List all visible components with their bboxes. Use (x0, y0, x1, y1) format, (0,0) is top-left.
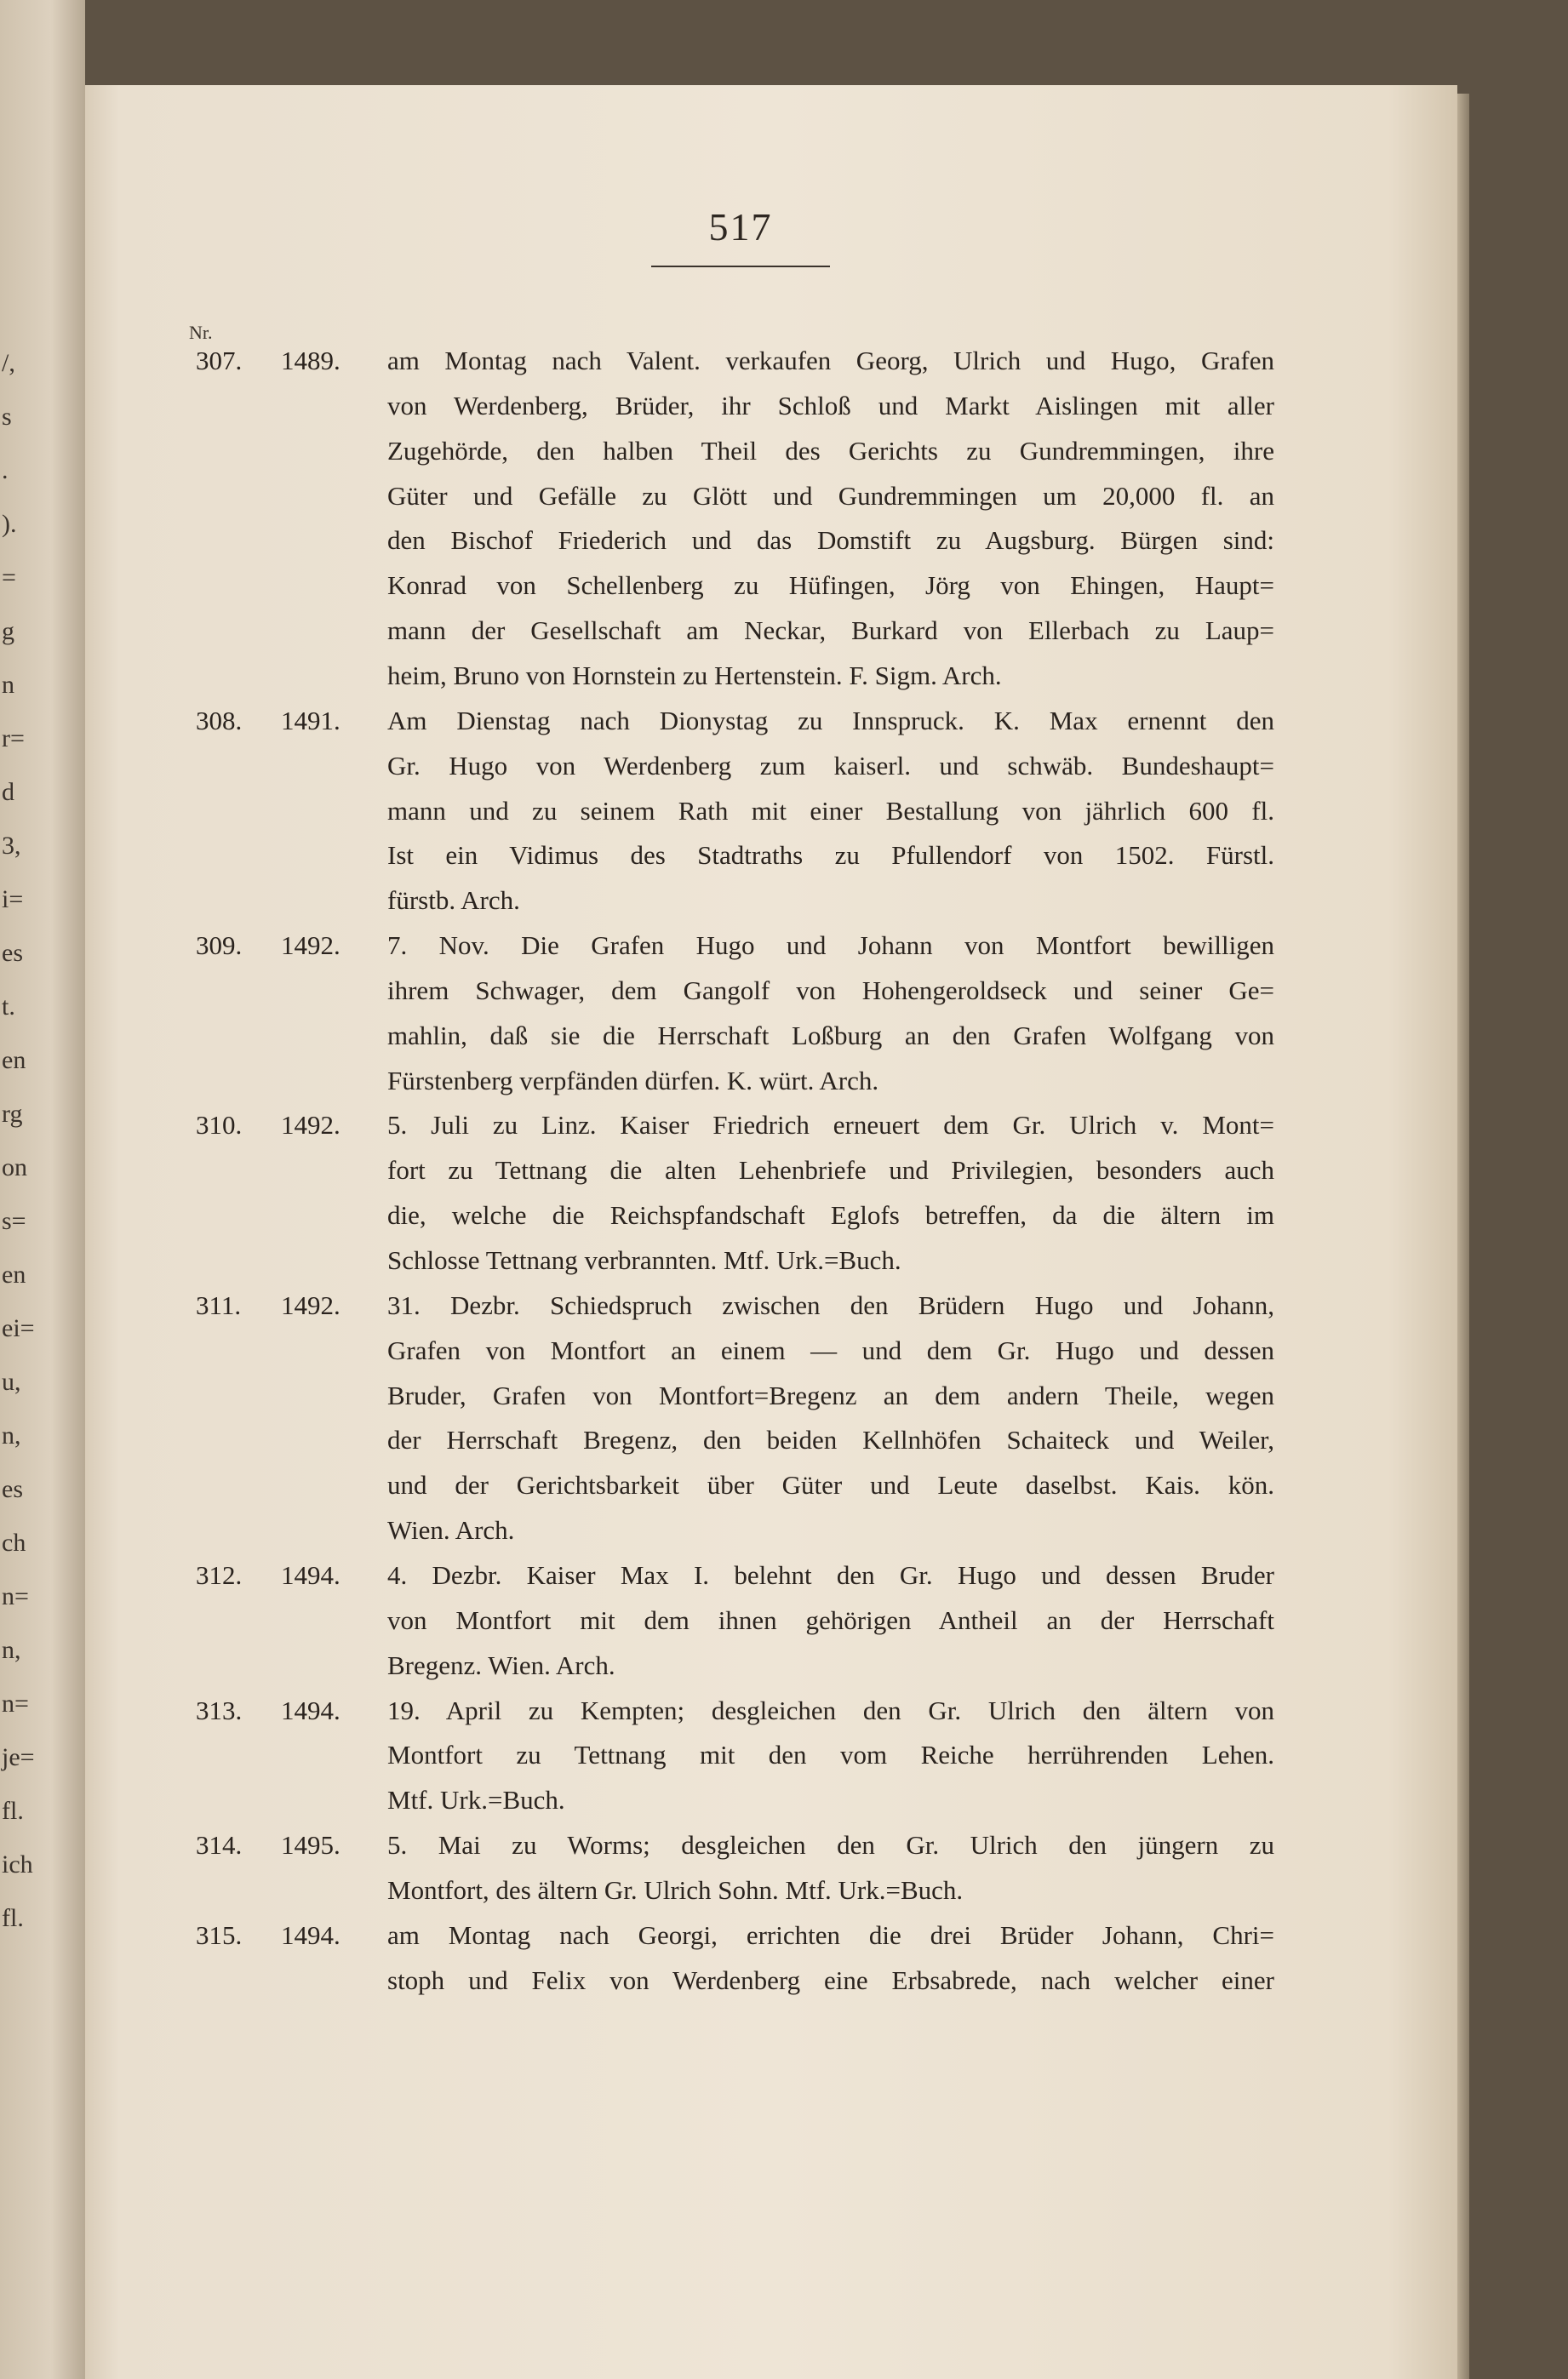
facing-page-text-fragment: on (2, 1153, 27, 1181)
facing-page-text-fragment: n= (2, 1690, 29, 1718)
entry-text-line: Am Dienstag nach Dionystag zu Innspruck. K. Max ernennt den (387, 705, 1274, 735)
entry-number: 310. (196, 1110, 243, 1141)
entry-text-line: 7. Nov. Die Grafen Hugo und Johann von Montfort bewilligen (387, 930, 1274, 961)
entry-year: 1492. (281, 1110, 340, 1141)
number-column-label: Nr. (189, 322, 213, 343)
entry-text-line: Montfort, des ältern Gr. Ulrich Sohn. Mtf. Urk.=Buch. (387, 1874, 964, 1905)
entry-text-line: fürstb. Arch. (387, 885, 520, 916)
facing-page-text-fragment: s= (2, 1207, 26, 1235)
entry-text-line: von Werdenberg, Brüder, ihr Schloß und Markt Aislingen mit aller (387, 390, 1274, 420)
facing-page-text-fragment: r= (2, 724, 25, 752)
entry-text-line: Fürstenberg verpfänden dürfen. K. würt. Arch. (387, 1065, 879, 1095)
entry-number: 315. (196, 1919, 243, 1950)
entry-text-line: ihrem Schwager, dem Gangolf von Hohengeroldseck und seiner Ge= (387, 975, 1274, 1005)
entry-text-line: fort zu Tettnang die alten Lehenbriefe und Privilegien, besonders auch (387, 1155, 1274, 1186)
facing-page-text-fragment: n, (2, 1421, 21, 1450)
entry-text-line: Bruder, Grafen von Montfort=Bregenz an dem andern Theile, wegen (387, 1380, 1274, 1410)
entry-text-line: am Montag nach Georgi, errichten die drei Brüder Johann, Chri= (387, 1919, 1274, 1950)
facing-page-text-fragment: ). (2, 510, 17, 538)
page-number: 517 (708, 205, 773, 249)
facing-page-text-fragment: en (2, 1046, 26, 1074)
facing-page-text-fragment: /, (2, 349, 15, 377)
entry-text-line: heim, Bruno von Hornstein zu Hertenstein. F. Sigm. Arch. (387, 660, 1002, 690)
entry-text-line: Wien. Arch. (387, 1515, 515, 1546)
entry-text-line: mann der Gesellschaft am Neckar, Burkard von Ellerbach zu Laup= (387, 615, 1274, 646)
entry-number: 308. (196, 705, 243, 735)
entry-text-line: 19. April zu Kempten; desgleichen den Gr. Ulrich den ältern von (387, 1695, 1274, 1725)
entry-text-line: mahlin, daß sie die Herrschaft Loßburg an den Grafen Wolfgang von (387, 1020, 1274, 1050)
entry-number: 311. (196, 1290, 242, 1320)
facing-page-text-fragment: fl. (2, 1904, 24, 1932)
entry-text-line: mann und zu seinem Rath mit einer Bestallung von jährlich 600 fl. (387, 795, 1274, 826)
entry-number: 307. (196, 346, 243, 375)
entry-text-line: Montfort zu Tettnang mit den vom Reiche herrührenden Lehen. (387, 1740, 1274, 1770)
facing-page-text-fragment: t. (2, 992, 15, 1021)
entry-text-line: 5. Juli zu Linz. Kaiser Friedrich erneuert dem Gr. Ulrich v. Mont= (387, 1110, 1274, 1141)
entry-text-line: Güter und Gefälle zu Glött und Gundremmingen um 20,000 fl. an (387, 480, 1274, 511)
facing-page-text-fragment: ei= (2, 1314, 35, 1342)
entry-year: 1494. (281, 1559, 340, 1590)
entry-text-line: stoph und Felix von Werdenberg eine Erbsabrede, nach welcher einer (387, 1964, 1274, 1995)
facing-page-text-fragment: rg (2, 1100, 23, 1128)
entry-text-line: der Herrschaft Bregenz, den beiden Kellnhöfen Schaiteck und Weiler, (387, 1425, 1274, 1455)
entry-text-line: die, welche die Reichspfandschaft Eglofs betreffen, da die ältern im (387, 1200, 1274, 1231)
facing-page-text-fragment: 3, (2, 832, 21, 860)
facing-page-text-fragment: es (2, 939, 23, 967)
entry-text-line: Schlosse Tettnang verbrannten. Mtf. Urk.=Buch. (387, 1245, 901, 1275)
facing-page-text-fragment: fl. (2, 1797, 24, 1825)
facing-page-text-fragment: d (2, 778, 14, 806)
facing-page-text-fragment: es (2, 1475, 23, 1503)
facing-page-text-fragment: = (2, 563, 16, 592)
facing-page-text-fragment: en (2, 1261, 26, 1289)
facing-page-text-fragment: g (2, 617, 14, 645)
entry-text-line: Gr. Hugo von Werdenberg zum kaiserl. und schwäb. Bundeshaupt= (387, 750, 1274, 781)
entry-text-line: Konrad von Schellenberg zu Hüfingen, Jörg von Ehingen, Haupt= (387, 570, 1274, 601)
entry-year: 1491. (281, 705, 340, 735)
entry-text-line: von Montfort mit dem ihnen gehörigen Antheil an der Herrschaft (387, 1604, 1274, 1635)
entry-text-line: Bregenz. Wien. Arch. (387, 1650, 615, 1680)
entry-text-line: 4. Dezbr. Kaiser Max I. belehnt den Gr. Hugo und dessen Bruder (387, 1559, 1274, 1590)
facing-page-text-fragment: n, (2, 1636, 21, 1664)
entry-year: 1489. (281, 346, 340, 375)
facing-page-text-fragment: n (2, 671, 14, 699)
entry-text-line: Zugehörde, den halben Theil des Gerichts zu Gundremmingen, ihre (387, 435, 1274, 466)
facing-page-text-fragment: ich (2, 1850, 33, 1879)
facing-page-text-fragment: je= (2, 1743, 35, 1771)
entry-number: 314. (196, 1830, 243, 1861)
facing-page-text-fragment: s (2, 403, 12, 431)
entry-year: 1492. (281, 930, 340, 961)
entry-year: 1492. (281, 1290, 340, 1320)
entry-text-line: und der Gerichtsbarkeit über Güter und Leute daselbst. Kais. kön. (387, 1470, 1274, 1501)
entry-number: 313. (196, 1695, 243, 1725)
entry-text-line: Ist ein Vidimus des Stadtraths zu Pfullendorf von 1502. Fürstl. (387, 840, 1274, 871)
entry-text-line: 5. Mai zu Worms; desgleichen den Gr. Ulrich den jüngern zu (387, 1830, 1274, 1861)
entry-text-line: am Montag nach Valent. verkaufen Georg, Ulrich und Hugo, Grafen (387, 346, 1274, 375)
entry-year: 1494. (281, 1919, 340, 1950)
entry-text-line: Grafen von Montfort an einem — und dem Gr. Hugo und dessen (387, 1335, 1274, 1365)
facing-page-text-fragment: ch (2, 1529, 26, 1557)
entry-year: 1494. (281, 1695, 340, 1725)
entry-text-line: 31. Dezbr. Schiedspruch zwischen den Brüdern Hugo und Johann, (387, 1290, 1274, 1320)
entry-number: 309. (196, 930, 243, 961)
entry-year: 1495. (281, 1830, 340, 1861)
header-rule (651, 266, 830, 267)
entry-text-line: den Bischof Friederich und das Domstift zu Augsburg. Bürgen sind: (387, 525, 1274, 556)
facing-page-text-fragment: u, (2, 1368, 21, 1396)
entry-number: 312. (196, 1559, 243, 1590)
page-stack-edge (1457, 94, 1469, 2379)
facing-page-text-fragment: . (2, 456, 9, 484)
entry-text-line: Mtf. Urk.=Buch. (387, 1785, 565, 1816)
facing-page-text-fragment: n= (2, 1582, 29, 1610)
facing-page-text-fragment: i= (2, 885, 24, 913)
